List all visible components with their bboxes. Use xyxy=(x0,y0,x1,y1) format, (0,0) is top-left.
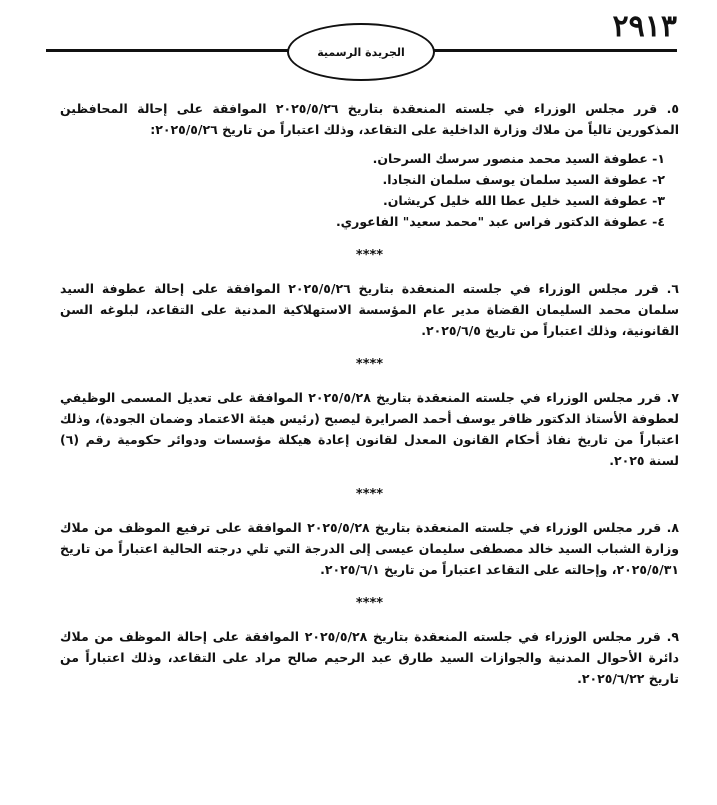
retiree-name: ٣- عطوفة السيد خليل عطا الله خليل كريشان. xyxy=(382,193,665,208)
decision-number: ٥ xyxy=(671,101,679,116)
section-separator: **** xyxy=(355,596,384,611)
decisions-body xyxy=(60,98,679,689)
retiree-name: ١- عطوفة السيد محمد منصور سرسك السرحان. xyxy=(372,151,665,166)
decision-text: قرر مجلس الوزراء في جلسته المنعقدة بتاريخ ٢٠٢٥/٥/٢٨ الموافقة على إحالة الموظف من ملاك دائرة الأحوال المدنية والجوازات السيد طارق عبد الرحيم صالح مراد على التقاعد، وذلك اعتباراً من تاريخ ٢٠٢٥/٦/٢٢. xyxy=(60,629,679,686)
decision-text: قرر مجلس الوزراء في جلسته المنعقدة بتاريخ ٢٠٢٥/٥/٢٨ الموافقة على ترفيع الموظف من ملاك وزارة الشباب السيد خالد مصطفى سليمان عيسى إلى الدرجة التي تلي درجته الحالية اعتباراً من تاريخ ٢٠٢٥/٥/٣١، وإحالته على التقاعد اعتباراً من تاريخ ٢٠٢٥/٦/١. xyxy=(60,520,679,577)
publication-title-oval xyxy=(287,23,435,81)
section-separator: **** xyxy=(355,357,384,372)
section-separator: **** xyxy=(355,487,384,502)
publication-title: الجريدة الرسمية xyxy=(317,45,405,59)
decision-item: ٦. قرر مجلس الوزراء في جلسته المنعقدة بتاريخ ٢٠٢٥/٥/٢٦ الموافقة على إحالة عطوفة السيد سلمان محمد السليمان القضاة مدير عام المؤسسة الاستهلاكية المدنية على التقاعد، لبلوغه السن القانونية، وذلك اعتباراً من تاريخ ٢٠٢٥/٦/٥. xyxy=(60,281,680,338)
decision-item: ٥. قرر مجلس الوزراء في جلسته المنعقدة بتاريخ ٢٠٢٥/٥/٢٦ الموافقة على إحالة المحافظين المذكورين تالياً من ملاك وزارة الداخلية على التقاعد، وذلك اعتباراً من تاريخ ٢٠٢٥/٥/٢٦: xyxy=(60,101,679,137)
decision-number: ٦ xyxy=(671,281,680,296)
decision-number: ٩ xyxy=(671,629,680,644)
decision-number: ٨ xyxy=(671,520,680,535)
retiree-name: ٤- عطوفة الدكتور فراس عبد "محمد سعيد" الفاعوري. xyxy=(335,214,665,229)
decision-item: ٨. قرر مجلس الوزراء في جلسته المنعقدة بتاريخ ٢٠٢٥/٥/٢٨ الموافقة على ترفيع الموظف من ملاك وزارة الشباب السيد خالد مصطفى سليمان عيسى إلى الدرجة التي تلي درجته الحالية اعتباراً من تاريخ ٢٠٢٥/٥/٣١، وإحالته على التقاعد اعتباراً من تاريخ ٢٠٢٥/٦/١. xyxy=(60,520,680,577)
retiree-list xyxy=(60,148,679,232)
decision-text: قرر مجلس الوزراء في جلسته المنعقدة بتاريخ ٢٠٢٥/٥/٢٨ الموافقة على تعديل المسمى الوظيفي لعطوفة الأستاذ الدكتور ظافر يوسف أحمد الصرايرة ليصبح (رئيس هيئة الاعتماد وضمان الجودة)، وذلك اعتباراً من تاريخ نفاذ أحكام القانون المعدل لقانون إعادة هيكلة مؤسسات ودوائر حكومية رقم (٦) لسنة ٢٠٢٥. xyxy=(60,390,679,468)
decision-item: ٧. قرر مجلس الوزراء في جلسته المنعقدة بتاريخ ٢٠٢٥/٥/٢٨ الموافقة على تعديل المسمى الوظيفي لعطوفة الأستاذ الدكتور ظافر يوسف أحمد الصرايرة ليصبح (رئيس هيئة الاعتماد وضمان الجودة)، وذلك اعتباراً من تاريخ نفاذ أحكام القانون المعدل لقانون إعادة هيكلة مؤسسات ودوائر حكومية رقم (٦) لسنة ٢٠٢٥. xyxy=(60,390,679,468)
section-separator: **** xyxy=(355,248,384,263)
page-number: ٢٩١٣ xyxy=(612,9,677,44)
decision-text: قرر مجلس الوزراء في جلسته المنعقدة بتاريخ ٢٠٢٥/٥/٢٦ الموافقة على إحالة عطوفة السيد سلمان محمد السليمان القضاة مدير عام المؤسسة الاستهلاكية المدنية على التقاعد، لبلوغه السن القانونية، وذلك اعتباراً من تاريخ ٢٠٢٥/٦/٥. xyxy=(60,281,679,338)
decision-number: ٧ xyxy=(671,390,679,405)
decision-item: ٩. قرر مجلس الوزراء في جلسته المنعقدة بتاريخ ٢٠٢٥/٥/٢٨ الموافقة على إحالة الموظف من ملاك دائرة الأحوال المدنية والجوازات السيد طارق عبد الرحيم صالح مراد على التقاعد، وذلك اعتباراً من تاريخ ٢٠٢٥/٦/٢٢. xyxy=(60,629,680,686)
decision-text: قرر مجلس الوزراء في جلسته المنعقدة بتاريخ ٢٠٢٥/٥/٢٦ الموافقة على إحالة المحافظين المذكورين تالياً من ملاك وزارة الداخلية على التقاعد، وذلك اعتباراً من تاريخ ٢٠٢٥/٥/٢٦: xyxy=(60,101,679,137)
retiree-name: ٢- عطوفة السيد سلمان يوسف سلمان النجادا. xyxy=(382,172,665,187)
